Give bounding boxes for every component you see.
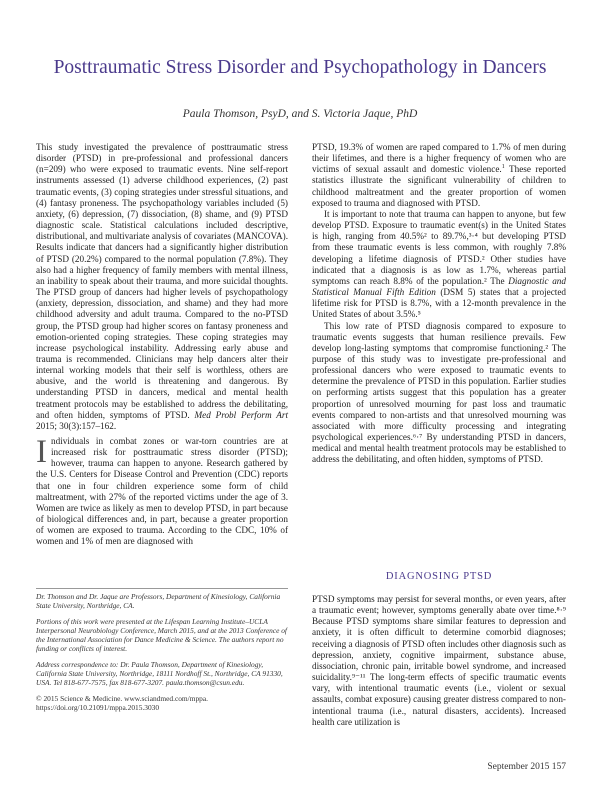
copyright-text: © 2015 Science & Medicine. www.sciandmed.com/mppa.: [36, 693, 208, 703]
page-footer: September 2015 157: [487, 762, 566, 772]
intro-paragraph: ndividuals in combat zones or war-torn countries are at increased risk for posttraumatic stress disorder (PTSD); however, trauma can happen to anyone. Research gathered by the U.S. Centers for Disease Control and Prevention (CDC) reports that one in four children experience some form of child maltreatment, with 27% of the reported victims under the age of 3. Women are twice as likely as men to develop PTSD, in part because of biological differences and, in part, because a greater proportion of women are exposed to trauma. According to the CDC, 10% of women and 1% of men are diagnosed with: [36, 436, 288, 547]
right-paragraph-2-tail: (DSM 5) states that a projected lifetime risk for PTSD is 8.7%, with a 12-month prevalence in the United States of about 3.5%.⁵: [312, 287, 566, 320]
citation-details: 2015; 30(3):157–162.: [36, 420, 117, 431]
author-line: Paula Thomson, PsyD, and S. Victoria Jaque, PhD: [182, 108, 418, 120]
correspondence-note: Address correspondence to: Dr. Paula Thomson, Department of Kinesiology, California State University, Northridge, 18111 Nordhoff St., Northridge, CA 91330, USA. Tel 818-677-7575, fax 818-677-3207. paula.thomson@csun.edu.: [36, 659, 283, 688]
author-notes: [36, 592, 288, 718]
article-title: Posttraumatic Stress Disorder and Psychopathology in Dancers: [53, 57, 547, 78]
copyright-note: [36, 694, 288, 713]
presentation-note: Portions of this work were presented at the Lifespan Learning Institute–UCLA Interpersonal Neurobiology Conference, March 2015, and at the 2013 Conference of the International Association for Dance Medicine & Science. The authors report no funding or conflicts of interest.: [36, 616, 287, 654]
affiliation-note: Dr. Thomson and Dr. Jaque are Professors, Department of Kinesiology, California State University, Northridge, CA.: [36, 592, 281, 611]
section-heading: DIAGNOSING PTSD: [385, 571, 493, 582]
dsm-title: Diagnostic and Statistical Manual Fifth Edition: [312, 275, 566, 298]
right-column-bottom: [312, 594, 566, 728]
footnote-divider: [36, 588, 288, 589]
right-paragraph-1: PTSD, 19.3% of women are raped compared to 1.7% of men during their lifetimes, and there is a higher frequency of women who are victims of sexual assault and domestic violence.: [312, 142, 566, 175]
drop-cap: I: [36, 434, 47, 470]
introduction: [36, 436, 288, 548]
abstract-text: This study investigated the prevalence of posttraumatic stress disorder (PTSD) in pre-professional and professional dancers (n=209) who were exposed to traumatic events. Nine self-report instruments assessed (1) adverse childhood experiences, (2) past traumatic events, (3) coping strategies under stressful situations, and (4) fantasy proneness. The psychopathology variables included (5) anxiety, (6) depression, (7) dissociation, (8) shame, and (9) PTSD diagnostic scale. Statistical calculations included descriptive, distributional, and multivariate analysis of covariates (MANCOVA). Results indicate that dancers had a significantly higher distribution of PTSD (20.2%) compared to the normal population (7.8%). They also had a higher frequency of family members with mental illness, an inability to speak about their trauma, and more suicidal thoughts. The PTSD group of dancers had higher levels of psychopathology (anxiety, depression, dissociation, and shame) and they had more childhood adversity and adult trauma. Compared to the no-PTSD group, the PTSD group had higher scores on fantasy proneness and emotion-oriented coping strategies. These coping strategies may increase psychological instability. Addressing early abuse and trauma is recommended. Clinicians may help dancers alter their internal working models that their self is worthless, others are abusive, and the world is threatening and dangerous. By understanding PTSD in dancers, medical and mental health treatment protocols may be established to address the debilitating, and often hidden, symptoms of PTSD.: [36, 142, 288, 420]
right-paragraph-2: It is important to note that trauma can happen to anyone, but few develop PTSD. Exposure to traumatic event(s) in the United States is high, ranging from 40.5%² to 89.7%,³·⁴ but developing PTSD from these traumatic events is less common, with roughly 7.8% developing a lifetime diagnosis of PTSD.² Other studies have indicated that a diagnosis is as low as 1.7%, whereas partial symptoms can reach 8.8% of the population.² The: [312, 208, 566, 286]
citation-journal: Med Probl Perform Art: [194, 409, 289, 420]
ref-1: 1: [501, 164, 505, 171]
doi-link[interactable]: https://doi.org/10.21091/mppa.2015.3030: [36, 702, 160, 712]
right-paragraph-3: This low rate of PTSD diagnosis compared to exposure to traumatic events suggests that human resilience prevails. Few develop long-lasting symptoms that compromise functioning.² The purpose of this study was to investigate pre-professional and professional dancers who were exposed to traumatic events to determine the prevalence of PTSD in this population. Earlier studies on performing artists suggest that this population has a greater proportion of unresolved mourning for past loss and traumatic events compared to non-artists and that unresolved mourning was associated with more difficulty processing and integrating psychological experiences.⁶·⁷ By understanding PTSD in dancers, medical and mental health treatment protocols may be established to address the debilitating, and often hidden, symptoms of PTSD.: [312, 320, 566, 465]
right-paragraph-1-tail: These reported statistics illustrate the significant vulnerability of children to childhood maltreatment and the greater proportion of women exposed to trauma and diagnosed with PTSD.: [312, 164, 566, 208]
right-column-top: [312, 142, 566, 466]
abstract: [36, 142, 288, 432]
right-paragraph-4: PTSD symptoms may persist for several months, or even years, after a traumatic event; however, symptoms generally abate over time.⁸·⁹ Because PTSD symptoms share similar features to depression and anxiety, it is often difficult to determine comorbid diagnoses; receiving a diagnosis of PTSD often includes other diagnosis such as depression, anxiety, cognitive impairment, substance abuse, dissociation, chronic pain, irritable bowel syndrome, and increased suicidality.⁹⁻¹¹ The long-term effects of specific traumatic events vary, with intentional traumatic events (i.e., violent or sexual assaults, combat exposure) causing greater distress compared to non-intentional trauma (i.e., natural disasters, accidents). Increased health care utilization is: [312, 594, 566, 727]
